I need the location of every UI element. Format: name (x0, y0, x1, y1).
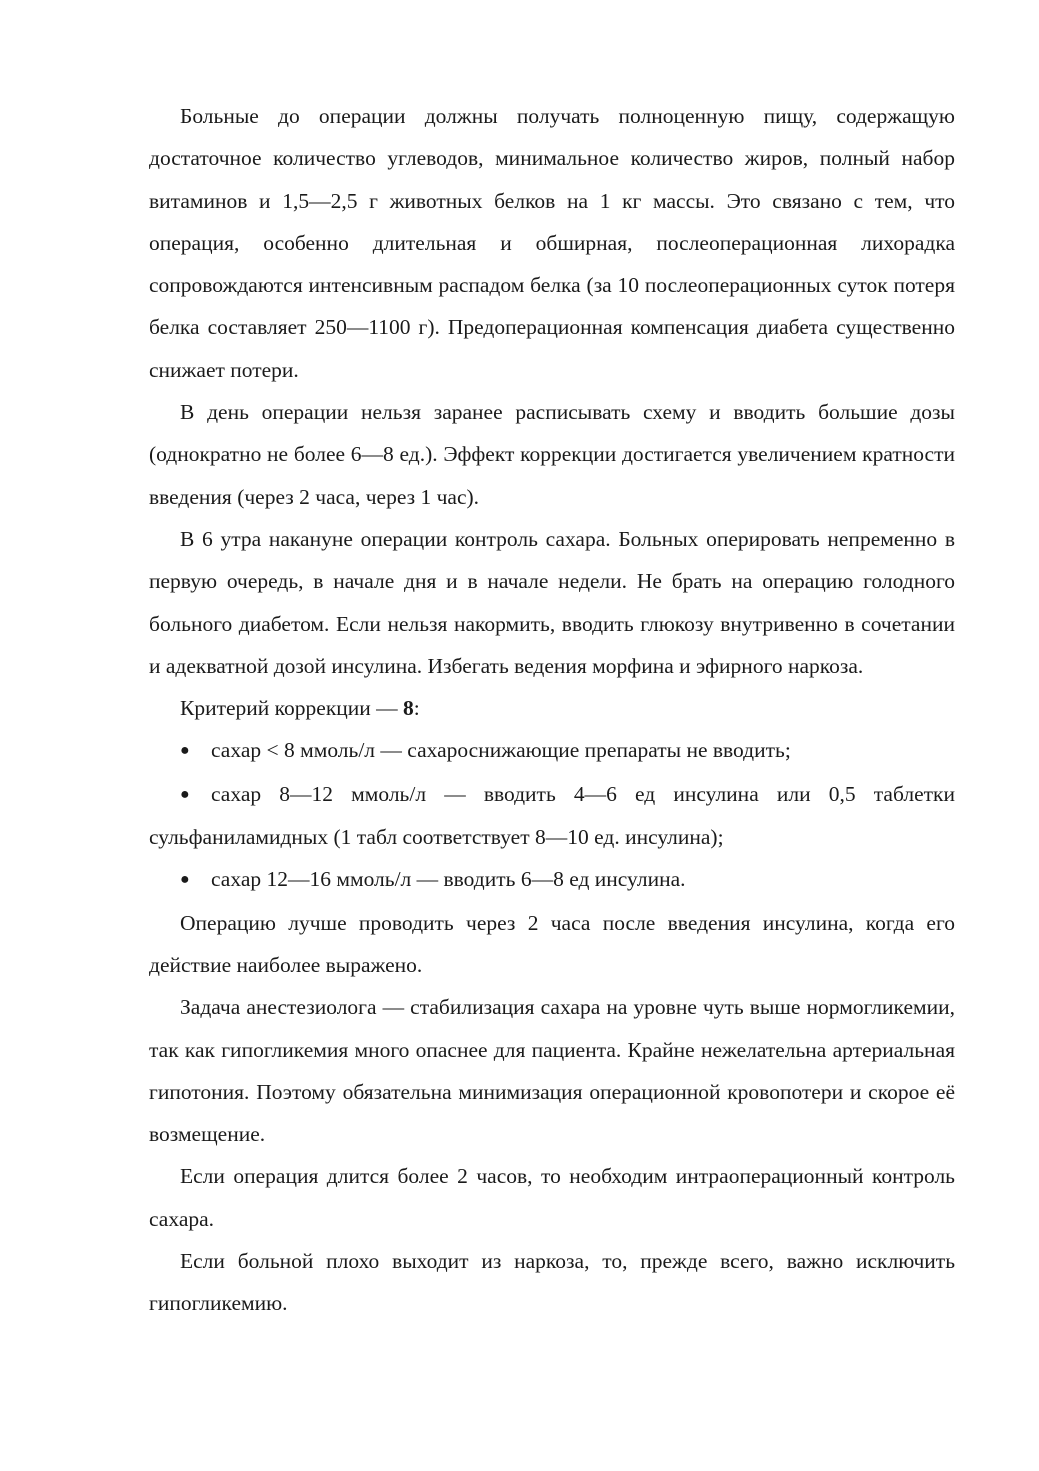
paragraph-preoperative-nutrition: Больные до операции должны получать полноценную пищу, содержащую достаточное количество углеводов, минимальное количество жиров, полный набор витаминов и 1,5—2,5 г животных белков на 1 кг массы. Это связано с тем, что операция, особенно длительная и обширная, послеоперационная лихорадка сопровождаются интенсивным распадом белка (за 10 послеоперационных суток потеря белка составляет 250—1100 г). Предоперационная компенсация диабета существенно снижает потери. (149, 104, 955, 382)
list-item (149, 729, 955, 772)
criterion-value: 8 (403, 696, 414, 721)
paragraph-intraoperative-control: Если операция длится более 2 часов, то необходим интраоперационный контроль сахара. (149, 1164, 955, 1231)
criterion-line (149, 687, 955, 729)
bullet-text: сахар 12—16 ммоль/л — вводить 6—8 ед инсулина. (211, 867, 686, 892)
bullet-icon: ● (180, 742, 190, 760)
paragraph-operation-day: В день операции нельзя заранее расписывать схему и вводить большие дозы (однократно не более 6—8 ед.). Эффект коррекции достигается увеличением кратности введения (через 2 часа, через 1 час). (149, 400, 955, 509)
criterion-suffix: : (413, 696, 420, 721)
correction-bullet-list (149, 729, 955, 901)
bullet-text: сахар < 8 ммоль/л — сахароснижающие препараты не вводить; (211, 738, 791, 763)
document-page (149, 95, 955, 1325)
list-item (149, 858, 955, 901)
bullet-text: сахар 8—12 ммоль/л — вводить 4—6 ед инсулина или 0,5 таблетки сульфаниламидных (1 табл соответствует 8—10 ед. инсулина); (149, 781, 955, 850)
criterion-label: Критерий коррекции — (180, 696, 404, 721)
bullet-icon: ● (180, 785, 190, 803)
paragraph-operation-timing: Операцию лучше проводить через 2 часа после введения инсулина, когда его действие наиболее выражено. (149, 910, 955, 977)
paragraph-morning-control: В 6 утра накануне операции контроль сахара. Больных оперировать непременно в первую очередь, в начале дня и в начале недели. Не брать на операцию голодного больного диабетом. Если нельзя накормить, вводить глюкозу внутривенно в сочетании и адекватной дозой инсулина. Избегать ведения морфина и эфирного наркоза. (149, 526, 955, 678)
paragraph-hypoglycemia-exclusion: Если больной плохо выходит из наркоза, то, прежде всего, важно исключить гипогликемию. (149, 1249, 955, 1316)
bullet-icon: ● (180, 871, 190, 889)
paragraph-anesthesiologist-task: Задача анестезиолога — стабилизация сахара на уровне чуть выше нормогликемии, так как гипогликемия много опаснее для пациента. Крайне нежелательна артериальная гипотония. Поэтому обязательна минимизация операционной кровопотери и скорое её возмещение. (149, 995, 955, 1147)
list-item (149, 773, 955, 859)
